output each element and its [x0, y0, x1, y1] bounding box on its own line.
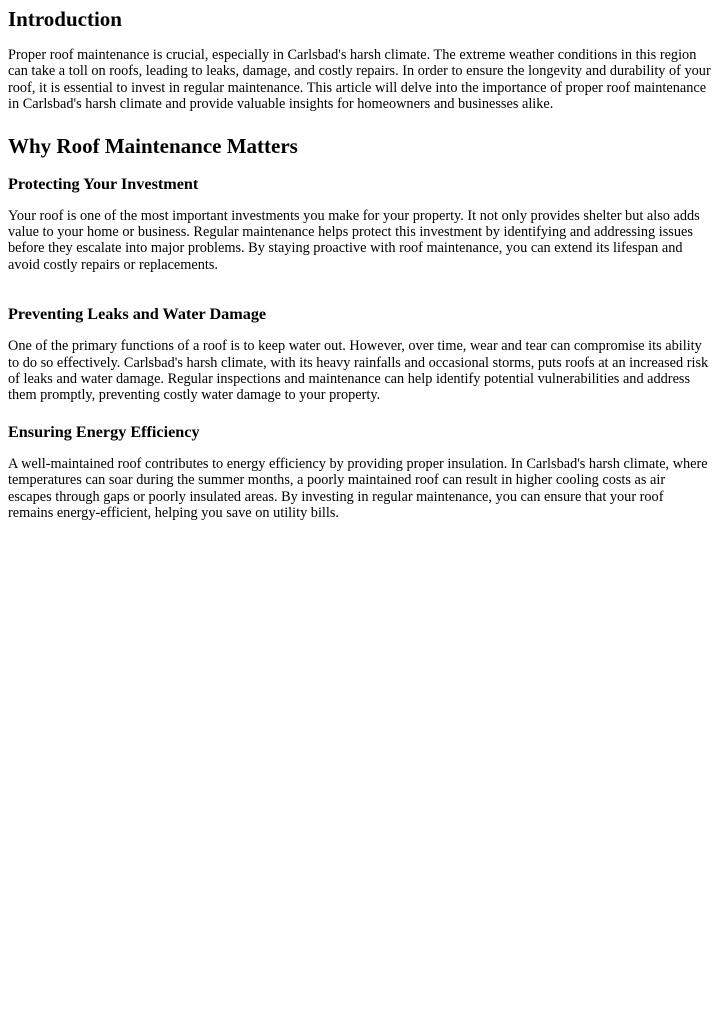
section-protecting-investment: [8, 174, 712, 274]
intro-paragraph: Proper roof maintenance is crucial, especially in Carlsbad's harsh climate. The extreme weather conditions in this region can take a toll on roofs, leading to leaks, damage, and costly repairs. In order to ensure the longevity and durability of your roof, it is essential to invest in regular maintenance. This article will delve into the importance of proper roof maintenance in Carlsbad's harsh climate and provide valuable insights for homeowners and businesses alike.: [8, 47, 711, 113]
section-preventing-leaks: [8, 304, 712, 404]
section-heading-protecting: Protecting Your Investment: [8, 174, 199, 193]
section-heading-energy: Ensuring Energy Efficiency: [8, 422, 200, 441]
section-heading-leaks: Preventing Leaks and Water Damage: [8, 305, 267, 324]
why-heading: Why Roof Maintenance Matters: [8, 133, 298, 158]
section-paragraph-protecting: Your roof is one of the most important investments you make for your property. It not only provides shelter but also adds value to your home or business. Regular maintenance helps protect this investment by identifying and addressing issues before they escalate into major problems. By staying proactive with roof maintenance, you can extend its lifespan and avoid costly repairs or replacements.: [8, 207, 700, 273]
section-energy-efficiency: [8, 422, 712, 522]
section-paragraph-energy: A well-maintained roof contributes to energy efficiency by providing proper insulation. In Carlsbad's harsh climate, where temperatures can soar during the summer months, a poorly maintained roof can result in higher cooling costs as air escapes through gaps or poorly insulated areas. By investing in regular maintenance, you can ensure that your roof remains energy-efficient, helping you save on utility bills.: [8, 455, 708, 522]
section-paragraph-leaks: One of the primary functions of a roof is to keep water out. However, over time, wear and tear can compromise its ability to do so effectively. Carlsbad's harsh climate, with its heavy rainfalls and occasional storms, puts roofs at an increased risk of leaks and water damage. Regular inspections and maintenance can help identify potential vulnerabilities and address them promptly, preventing costly water damage to your property.: [8, 338, 709, 404]
intro-heading: Introduction: [8, 7, 122, 31]
